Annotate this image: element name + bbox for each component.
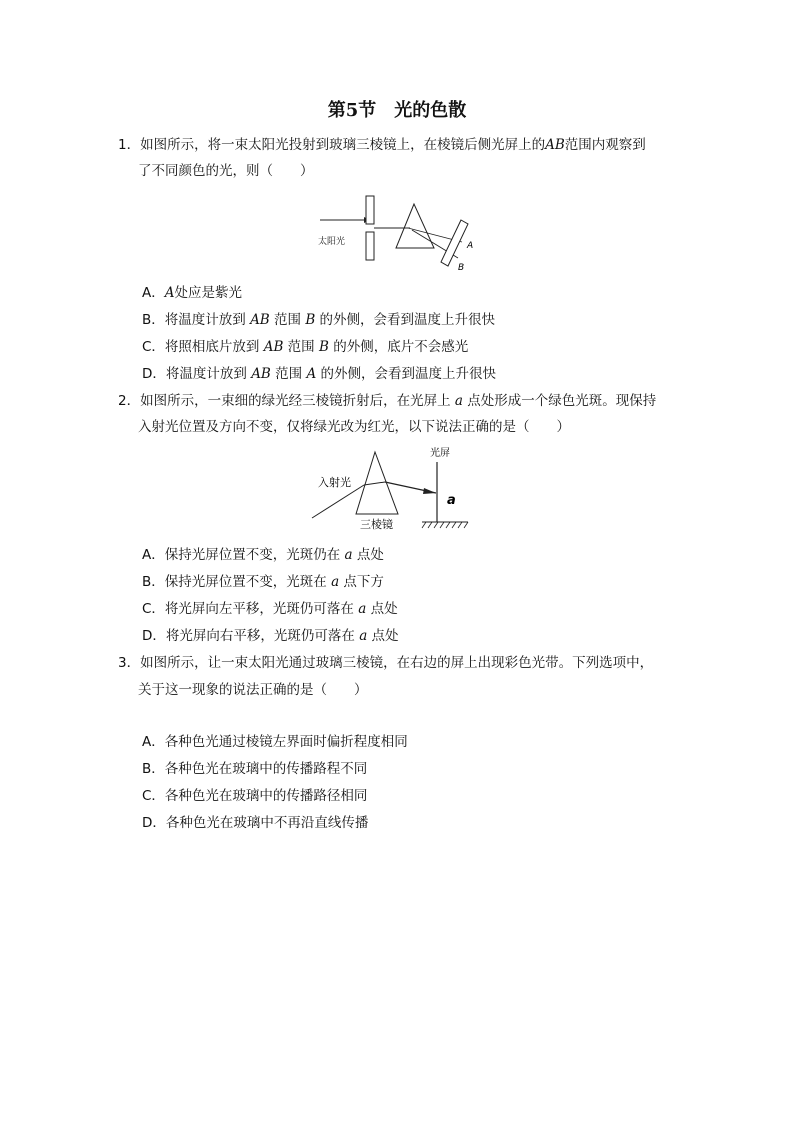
opt-text: C．将光屏向左平移，光斑仍可落在: [142, 601, 359, 617]
opt-text: B．保持光屏位置不变，光斑在: [142, 574, 332, 590]
slit-upper-block: [366, 196, 374, 224]
screen: [441, 220, 468, 266]
q3-stem-line1: 3．如图所示，让一束太阳光通过玻璃三棱镜，在右边的屏上出现彩色光带。下列选项中，: [118, 655, 654, 671]
q2-option-b[interactable]: [142, 573, 384, 591]
opt-text: 的外侧，底片不会感光: [328, 339, 469, 355]
q1-option-d[interactable]: [142, 365, 496, 383]
q1-figure: [312, 190, 482, 276]
prism-label: 三棱镜: [360, 518, 393, 531]
opt-text: D．将光屏向右平移，光斑仍可落在: [142, 628, 360, 644]
opt-text: 点处: [366, 601, 398, 617]
q2-stem-line1: [118, 392, 656, 410]
opt-var: a: [344, 547, 353, 563]
opt-var: A: [164, 285, 175, 301]
page-title: 第5节 光的色散: [327, 100, 467, 121]
q2-option-d[interactable]: [142, 627, 399, 645]
opt-text: 范围: [269, 312, 306, 328]
q3-stem-line2: 关于这一现象的说法正确的是（ ）: [138, 682, 368, 698]
q2-text: 2．如图所示，一束细的绿光经三棱镜折射后，在光屏上: [118, 393, 455, 409]
opt-var: AB: [251, 366, 271, 382]
q1-ab: AB: [545, 137, 565, 153]
q3-option-b[interactable]: B．各种色光在玻璃中的传播路程不同: [142, 761, 368, 777]
q2-a: a: [454, 393, 463, 409]
q1-option-c[interactable]: [142, 338, 468, 356]
opt-text: B．将温度计放到: [142, 312, 251, 328]
q3-option-c[interactable]: C．各种色光在玻璃中的传播路径相同: [142, 788, 368, 804]
q2-figure: [308, 442, 476, 534]
opt-text: A．: [142, 285, 165, 301]
ground-hatching: [422, 522, 468, 528]
q3-option-a[interactable]: A．各种色光通过棱镜左界面时偏折程度相同: [142, 734, 408, 750]
opt-text: 处应是紫光: [174, 285, 242, 301]
opt-text: 点下方: [339, 574, 384, 590]
q3-option-d[interactable]: D．各种色光在玻璃中不再沿直线传播: [142, 815, 369, 831]
q1-option-b[interactable]: [142, 311, 495, 329]
q1-stem-line1: [118, 136, 646, 154]
q2-option-a[interactable]: [142, 546, 384, 564]
sun-label: 太阳光: [318, 237, 346, 247]
opt-text: 点处: [367, 628, 399, 644]
label-b: B: [458, 263, 465, 273]
q2-stem-line2: 入射光位置及方向不变，仅将绿光改为红光，以下说法正确的是（ ）: [138, 419, 570, 435]
opt-text: D．将温度计放到: [142, 366, 252, 382]
opt-text: 的外侧，会看到温度上升很快: [316, 366, 496, 382]
point-a-label: a: [447, 493, 456, 508]
opt-text: 点处: [352, 547, 384, 563]
opt-var: A: [306, 366, 317, 382]
opt-var: AB: [263, 339, 284, 355]
label-a: A: [467, 241, 474, 251]
opt-var: AB: [250, 312, 270, 328]
opt-var: a: [358, 601, 367, 617]
slit-lower-block: [366, 232, 374, 260]
q1-text: 1．如图所示，将一束太阳光投射到玻璃三棱镜上，在棱镜后侧光屏上的: [118, 137, 546, 153]
q2-option-c[interactable]: [142, 600, 398, 618]
screen-label: 光屏: [430, 448, 450, 459]
q1-text-end: 范围内观察到: [564, 137, 646, 153]
opt-text: 范围: [270, 366, 307, 382]
opt-text: C．将照相底片放到: [142, 339, 264, 355]
prism: [396, 204, 434, 248]
q2-text-end: 点处形成一个绿色光斑。现保持: [462, 393, 657, 409]
incident-label: 入射光: [318, 476, 351, 489]
arrow-head: [423, 488, 436, 494]
opt-text: 的外侧，会看到温度上升很快: [315, 312, 496, 328]
opt-text: 范围: [283, 339, 319, 355]
q1-option-a[interactable]: [142, 284, 242, 302]
opt-var: a: [331, 574, 340, 590]
opt-text: A．保持光屏位置不变，光斑仍在: [142, 547, 345, 563]
opt-var: a: [359, 628, 368, 644]
opt-var: B: [318, 339, 329, 355]
opt-var: B: [305, 312, 316, 328]
q1-stem-line2: 了不同颜色的光，则（ ）: [138, 163, 314, 179]
